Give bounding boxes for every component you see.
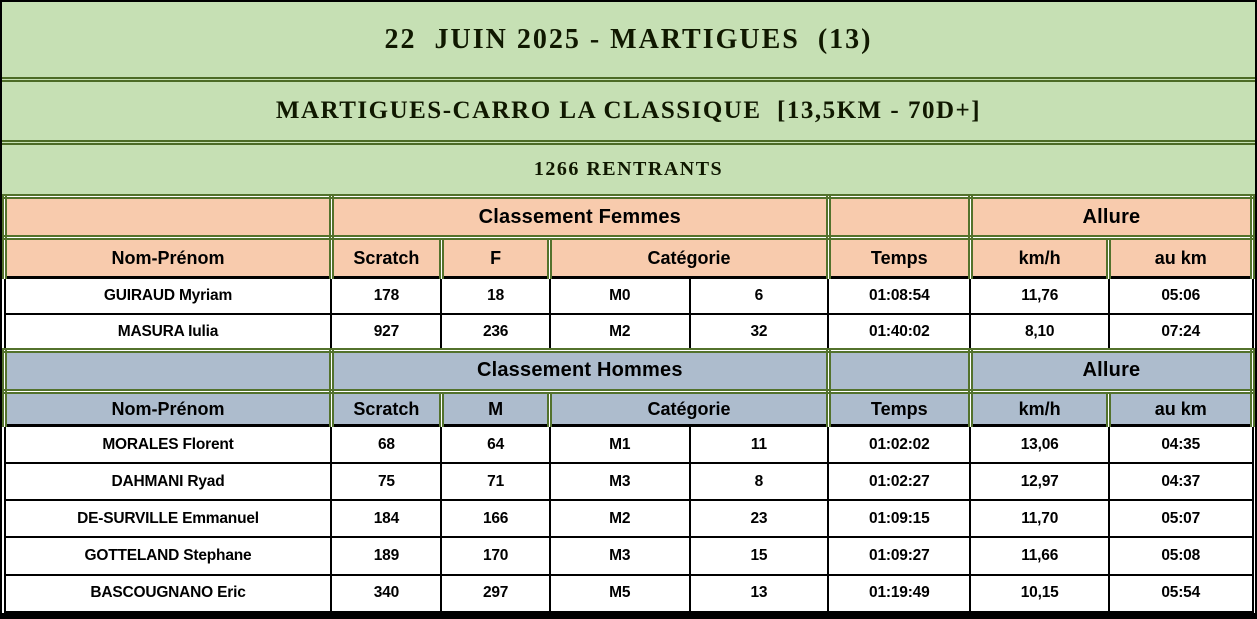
hommes-group-title: Classement Hommes <box>331 350 828 391</box>
gender-rank: 18 <box>441 278 550 314</box>
runner-name: GOTTELAND Stephane <box>5 537 332 574</box>
femmes-result-row <box>5 278 1253 314</box>
category-rank: 11 <box>690 426 829 463</box>
femmes-group-header-row <box>5 197 1253 238</box>
category-rank: 32 <box>690 314 829 350</box>
runner-name: MASURA Iulia <box>5 314 332 350</box>
hommes-empty-temps-cell <box>828 350 970 391</box>
col-header-kmh: km/h <box>970 238 1109 278</box>
col-header-au-km: au km <box>1109 238 1253 278</box>
col-header-temps: Temps <box>828 238 970 278</box>
hommes-result-row <box>5 500 1253 537</box>
category-rank: 23 <box>690 500 829 537</box>
runner-name: MORALES Florent <box>5 426 332 463</box>
hommes-empty-corner-cell <box>5 350 332 391</box>
scratch-rank: 184 <box>331 500 441 537</box>
col-header-nom-prenom: Nom-Prénom <box>5 238 332 278</box>
femmes-group-title: Classement Femmes <box>331 197 828 238</box>
col-header-categorie: Catégorie <box>550 392 828 426</box>
finish-time: 01:09:15 <box>828 500 970 537</box>
entrants-banner <box>2 145 1255 194</box>
finish-time: 01:08:54 <box>828 278 970 314</box>
runner-name: GUIRAUD Myriam <box>5 278 332 314</box>
col-header-temps: Temps <box>828 392 970 426</box>
speed-kmh: 13,06 <box>970 426 1109 463</box>
scratch-rank: 340 <box>331 575 441 612</box>
race-name-text: MARTIGUES-CARRO LA CLASSIQUE [13,5KM - 70D+] <box>275 97 982 124</box>
category: M2 <box>550 500 690 537</box>
category-rank: 8 <box>690 463 829 500</box>
gender-rank: 166 <box>441 500 550 537</box>
col-header-nom-prenom: Nom-Prénom <box>5 392 332 426</box>
results-table <box>2 194 1255 613</box>
scratch-rank: 75 <box>331 463 441 500</box>
speed-kmh: 10,15 <box>970 575 1109 612</box>
category: M3 <box>550 537 690 574</box>
pace-per-km: 05:54 <box>1109 575 1253 612</box>
hommes-result-row <box>5 426 1253 463</box>
hommes-group-header-row <box>5 350 1253 391</box>
finish-time: 01:02:27 <box>828 463 970 500</box>
event-date-text: 22 JUIN 2025 - MARTIGUES (13) <box>384 23 873 55</box>
pace-per-km: 05:08 <box>1109 537 1253 574</box>
femmes-column-header-row <box>5 238 1253 278</box>
category: M3 <box>550 463 690 500</box>
speed-kmh: 11,66 <box>970 537 1109 574</box>
speed-kmh: 11,76 <box>970 278 1109 314</box>
category: M2 <box>550 314 690 350</box>
col-header-categorie: Catégorie <box>550 238 828 278</box>
hommes-allure-title: Allure <box>970 350 1252 391</box>
gender-rank: 297 <box>441 575 550 612</box>
speed-kmh: 12,97 <box>970 463 1109 500</box>
femmes-empty-temps-cell <box>828 197 970 238</box>
gender-rank: 71 <box>441 463 550 500</box>
pace-per-km: 04:35 <box>1109 426 1253 463</box>
scratch-rank: 68 <box>331 426 441 463</box>
runner-name: BASCOUGNANO Eric <box>5 575 332 612</box>
category: M1 <box>550 426 690 463</box>
femmes-empty-corner-cell <box>5 197 332 238</box>
category-rank: 13 <box>690 575 829 612</box>
gender-rank: 170 <box>441 537 550 574</box>
category-rank: 6 <box>690 278 829 314</box>
finish-time: 01:02:02 <box>828 426 970 463</box>
pace-per-km: 07:24 <box>1109 314 1253 350</box>
runner-name: DE-SURVILLE Emmanuel <box>5 500 332 537</box>
gender-rank: 236 <box>441 314 550 350</box>
gender-rank: 64 <box>441 426 550 463</box>
scratch-rank: 927 <box>331 314 441 350</box>
pace-per-km: 04:37 <box>1109 463 1253 500</box>
col-header-au-km: au km <box>1109 392 1253 426</box>
runner-name: DAHMANI Ryad <box>5 463 332 500</box>
pace-per-km: 05:06 <box>1109 278 1253 314</box>
entrants-count-text: 1266 RENTRANTS <box>533 158 724 180</box>
category: M0 <box>550 278 690 314</box>
col-header-scratch: Scratch <box>331 238 441 278</box>
race-name-banner <box>2 82 1255 145</box>
event-date-banner <box>2 2 1255 82</box>
finish-time: 01:09:27 <box>828 537 970 574</box>
scratch-rank: 189 <box>331 537 441 574</box>
hommes-result-row <box>5 463 1253 500</box>
hommes-column-header-row <box>5 392 1253 426</box>
femmes-result-row <box>5 314 1253 350</box>
col-header-m: M <box>441 392 550 426</box>
speed-kmh: 8,10 <box>970 314 1109 350</box>
col-header-scratch: Scratch <box>331 392 441 426</box>
finish-time: 01:40:02 <box>828 314 970 350</box>
col-header-kmh: km/h <box>970 392 1109 426</box>
col-header-f: F <box>441 238 550 278</box>
finish-time: 01:19:49 <box>828 575 970 612</box>
femmes-allure-title: Allure <box>970 197 1252 238</box>
category: M5 <box>550 575 690 612</box>
hommes-result-row <box>5 575 1253 612</box>
pace-per-km: 05:07 <box>1109 500 1253 537</box>
speed-kmh: 11,70 <box>970 500 1109 537</box>
category-rank: 15 <box>690 537 829 574</box>
hommes-result-row <box>5 537 1253 574</box>
scratch-rank: 178 <box>331 278 441 314</box>
